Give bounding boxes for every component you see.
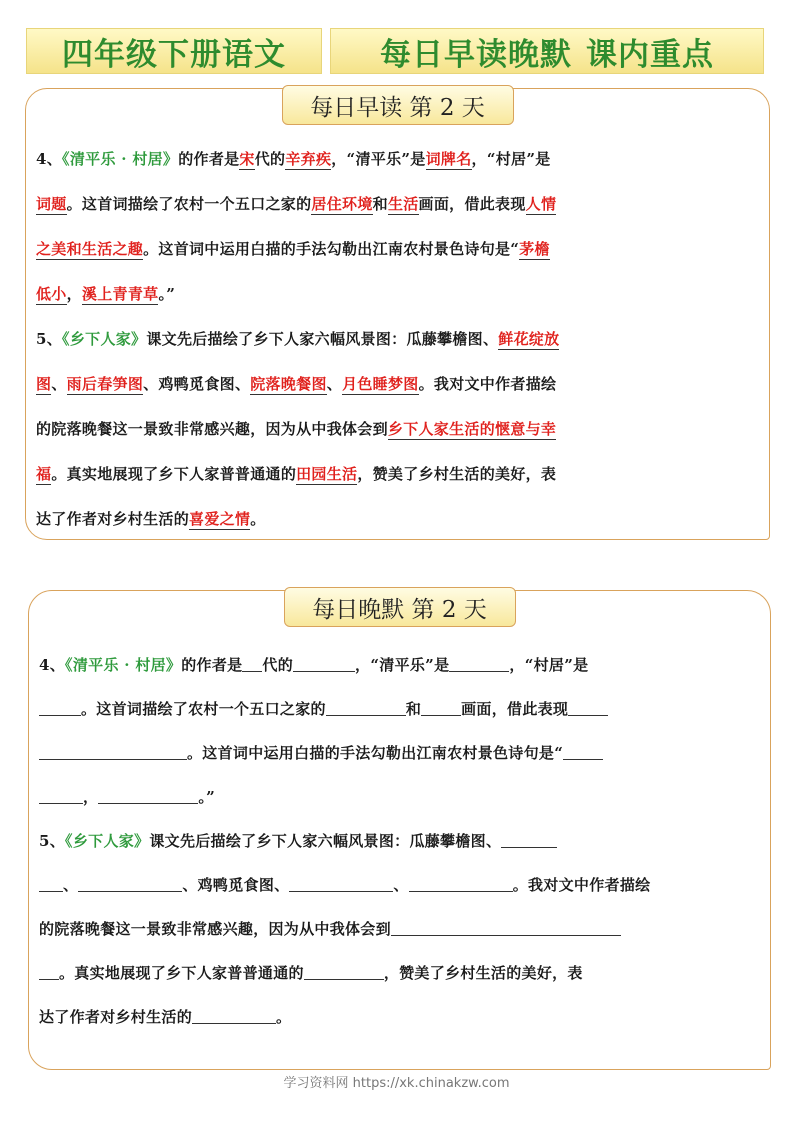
text: ，“村居”是 [471, 150, 551, 168]
answer-blank[interactable] [326, 700, 406, 716]
answer: 溪上青青草 [81, 285, 159, 303]
morning-reading-card [25, 88, 770, 540]
text-line [39, 863, 760, 907]
evening-card-body [39, 643, 760, 1039]
book-title: 《清平乐 · 村居》 [65, 656, 182, 674]
text-line [36, 497, 759, 542]
text-line [36, 227, 759, 272]
evening-dictation-card [28, 590, 771, 1070]
text-line [39, 819, 760, 863]
title-grade-subject [26, 28, 322, 74]
text-line [39, 687, 760, 731]
answer: 生活 [387, 195, 419, 213]
text: 、 [63, 876, 79, 894]
answer-blank[interactable] [449, 656, 509, 672]
answer: 词牌名 [425, 150, 472, 168]
text: 。这首词中运用白描的手法勾勒出江南农村景色诗句是“ [143, 240, 520, 258]
footer-watermark: 学习资料网 https://xk.chinakzw.com [283, 1076, 510, 1091]
answer: 雨后春笋图 [66, 375, 144, 393]
answer: 院落晚餐图 [250, 375, 327, 393]
answer-blank[interactable] [242, 656, 262, 672]
answer: 之美和生活之趣 [36, 240, 144, 258]
answer-blank[interactable] [98, 788, 198, 804]
question-number: 5、 [39, 832, 66, 850]
text: 代的 [262, 656, 294, 674]
text-line [36, 407, 759, 452]
answer: 月色睡梦图 [342, 375, 419, 393]
answer: 图 [36, 375, 52, 393]
question-number: 4、 [36, 150, 63, 168]
answer-blank[interactable] [304, 964, 384, 980]
answer: 词题 [36, 195, 67, 213]
answer: 居住环境 [311, 195, 373, 213]
text-line [36, 452, 759, 497]
text: ，赞美了乡村生活的美好，表 [383, 964, 583, 982]
text: 画面，借此表现 [418, 195, 526, 213]
text: 、鸡鸭觅食图、 [182, 876, 290, 894]
text: 、 [326, 375, 343, 393]
answer-blank[interactable] [78, 876, 182, 892]
text: 。真实地展现了乡下人家普普通通的 [59, 964, 304, 982]
text-line [36, 137, 759, 182]
text: 的作者是 [181, 656, 243, 674]
title-right-text-2: 课内重点 [586, 36, 714, 73]
answer-blank[interactable] [289, 876, 393, 892]
answer-blank[interactable] [39, 788, 83, 804]
text: 、 [393, 876, 409, 894]
answer: 乡下人家生活的惬意与幸 [387, 420, 557, 438]
text-line [36, 182, 759, 227]
text: ， [66, 285, 82, 303]
answer: 宋 [239, 150, 255, 168]
text: 。 [250, 510, 266, 528]
title-daily-reading [330, 28, 764, 74]
text-line [39, 951, 760, 995]
text: 。这首词描绘了农村一个五口之家的 [66, 195, 312, 213]
text: ，“村居”是 [509, 656, 589, 674]
text: 。这首词描绘了农村一个五口之家的 [81, 700, 326, 718]
text-line [39, 995, 760, 1039]
title-right-text-1: 每日早读晚默 [380, 36, 572, 73]
answer-blank[interactable] [501, 832, 557, 848]
book-title: 《乡下人家》 [62, 330, 147, 348]
text: 的作者是 [178, 150, 240, 168]
text: 的院落晚餐这一景致非常感兴趣，因为从中我体会到 [36, 420, 388, 438]
text: 、鸡鸭觅食图、 [143, 375, 251, 393]
evening-card-title: 每日晚默 第 2 天 [284, 587, 516, 627]
morning-card-body [36, 137, 759, 542]
text: 和 [405, 700, 422, 718]
text: ，赞美了乡村生活的美好，表 [357, 465, 557, 483]
text: 。我对文中作者描绘 [418, 375, 557, 393]
text: 。这首词中运用白描的手法勾勒出江南农村景色诗句是“ [187, 744, 564, 762]
text: 。 [276, 1008, 292, 1026]
text: ，“清平乐”是 [355, 656, 450, 674]
text-line [39, 907, 760, 951]
text: 达了作者对乡村生活的 [36, 510, 190, 528]
text: 画面，借此表现 [461, 700, 569, 718]
answer-blank[interactable] [39, 744, 187, 760]
text: 课文先后描绘了乡下人家六幅风景图：瓜藤攀檐图、 [146, 330, 499, 348]
answer: 喜爱之情 [189, 510, 251, 528]
answer: 低小 [36, 285, 67, 303]
text: 和 [372, 195, 388, 213]
answer: 辛弃疾 [285, 150, 332, 168]
book-title: 《清平乐 · 村居》 [62, 150, 179, 168]
answer-blank[interactable] [409, 876, 513, 892]
text: 的院落晚餐这一景致非常感兴趣，因为从中我体会到 [39, 920, 391, 938]
text-line [36, 272, 759, 317]
text-line [39, 731, 760, 775]
answer: 田园生活 [296, 465, 358, 483]
answer-blank[interactable] [421, 700, 461, 716]
answer-blank[interactable] [39, 876, 63, 892]
answer: 鲜花绽放 [498, 330, 560, 348]
text: 。我对文中作者描绘 [512, 876, 651, 894]
answer: 福 [36, 465, 52, 483]
title-left-text: 四年级下册语文 [62, 36, 286, 73]
answer: 茅檐 [519, 240, 550, 258]
text-line [39, 643, 760, 687]
answer-blank[interactable] [293, 656, 355, 672]
text: 。” [158, 285, 176, 303]
answer-blank[interactable] [39, 964, 59, 980]
answer-blank[interactable] [391, 920, 621, 936]
answer: 人情 [525, 195, 557, 213]
text: 、 [51, 375, 67, 393]
text: ， [83, 788, 99, 806]
text: 课文先后描绘了乡下人家六幅风景图：瓜藤攀檐图、 [149, 832, 502, 850]
text: 。真实地展现了乡下人家普普通通的 [51, 465, 297, 483]
text: 达了作者对乡村生活的 [39, 1008, 193, 1026]
text: 代的 [254, 150, 286, 168]
book-title: 《乡下人家》 [65, 832, 150, 850]
text-line [36, 317, 759, 362]
text-line [36, 362, 759, 407]
answer-blank[interactable] [568, 700, 608, 716]
answer-blank[interactable] [563, 744, 603, 760]
text-line [39, 775, 760, 819]
morning-card-title: 每日早读 第 2 天 [282, 85, 514, 125]
question-number: 4、 [39, 656, 66, 674]
question-number: 5、 [36, 330, 63, 348]
answer-blank[interactable] [39, 700, 81, 716]
answer-blank[interactable] [192, 1008, 276, 1024]
header [26, 28, 764, 74]
text: ，“清平乐”是 [331, 150, 426, 168]
text: 。” [198, 788, 216, 806]
